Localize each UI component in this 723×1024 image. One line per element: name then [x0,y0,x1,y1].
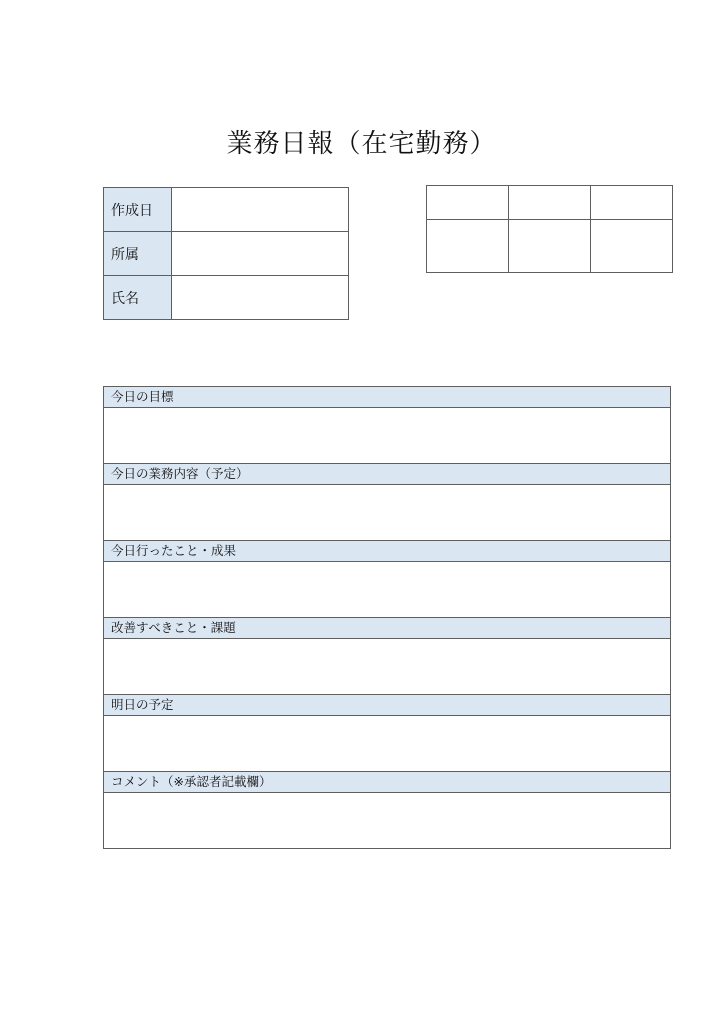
info-table [103,187,349,320]
page-title: 業務日報（在宅勤務） [226,129,497,159]
section-body-goal[interactable] [104,408,671,464]
info-label-name: 氏名 [104,276,172,320]
section-heading-planned-work: 今日の業務内容（予定） [104,464,671,485]
stamp-header-cell-1[interactable] [427,186,509,220]
info-row-date [104,188,349,232]
section-body-comment[interactable] [104,793,671,849]
section-body-tomorrow[interactable] [104,716,671,772]
stamp-cell-1[interactable] [427,220,509,273]
info-label-department: 所属 [104,232,172,276]
report-sections-table [103,386,671,849]
info-value-name[interactable] [172,276,349,320]
section-body-issues[interactable] [104,639,671,695]
info-value-department[interactable] [172,232,349,276]
info-row-department [104,232,349,276]
stamp-body-row [427,220,673,273]
approval-stamp-table [426,185,673,273]
section-heading-comment: コメント（※承認者記載欄） [104,772,671,793]
info-row-name [104,276,349,320]
stamp-header-row [427,186,673,220]
section-body-planned-work[interactable] [104,485,671,541]
stamp-cell-3[interactable] [591,220,673,273]
section-heading-results: 今日行ったこと・成果 [104,541,671,562]
stamp-cell-2[interactable] [509,220,591,273]
section-heading-goal: 今日の目標 [104,387,671,408]
stamp-header-cell-2[interactable] [509,186,591,220]
section-heading-tomorrow: 明日の予定 [104,695,671,716]
stamp-header-cell-3[interactable] [591,186,673,220]
info-value-date[interactable] [172,188,349,232]
section-heading-issues: 改善すべきこと・課題 [104,618,671,639]
section-body-results[interactable] [104,562,671,618]
info-label-date: 作成日 [104,188,172,232]
